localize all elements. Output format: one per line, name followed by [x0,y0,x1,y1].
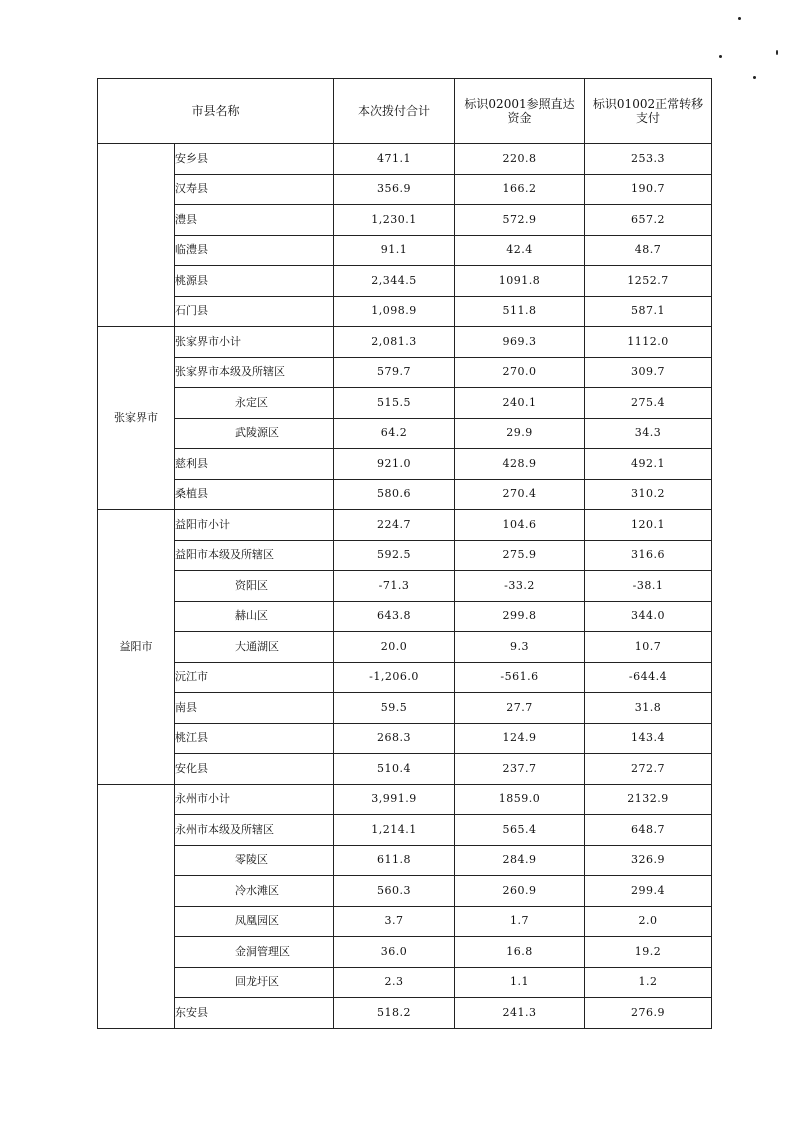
total-cell: 36.0 [334,937,455,968]
total-cell: 3,991.9 [334,784,455,815]
table-header-row [98,79,712,144]
transfer-payment-cell: 31.8 [585,693,712,724]
region-name-cell: 石门县 [175,296,334,327]
direct-funds-cell: 565.4 [455,815,585,846]
table-row [98,479,712,510]
table-row [98,754,712,785]
table-row [98,205,712,236]
transfer-payment-cell: 272.7 [585,754,712,785]
total-cell: 592.5 [334,540,455,571]
total-cell: 579.7 [334,357,455,388]
direct-funds-cell: 1859.0 [455,784,585,815]
table-row [98,449,712,480]
header-direct-funds: 标识02001参照直达资金 [455,79,585,144]
total-cell: 510.4 [334,754,455,785]
region-name-cell: 永州市小计 [175,784,334,815]
region-name-cell: 益阳市本级及所辖区 [175,540,334,571]
transfer-payment-cell: 275.4 [585,388,712,419]
direct-funds-cell: -33.2 [455,571,585,602]
total-cell: 268.3 [334,723,455,754]
transfer-payment-cell: 143.4 [585,723,712,754]
city-cell [98,784,175,1028]
direct-funds-cell: 16.8 [455,937,585,968]
direct-funds-cell: 969.3 [455,327,585,358]
table-row [98,967,712,998]
region-name-cell: 慈利县 [175,449,334,480]
direct-funds-cell: 220.8 [455,144,585,175]
region-name-cell: 桑植县 [175,479,334,510]
transfer-payment-cell: 276.9 [585,998,712,1029]
region-name-cell: 冷水滩区 [175,876,334,907]
region-name-cell: 赫山区 [175,601,334,632]
header-total: 本次拨付合计 [334,79,455,144]
region-name-cell: 回龙圩区 [175,967,334,998]
header-region: 市县名称 [98,79,334,144]
scan-speck [738,17,741,20]
total-cell: 91.1 [334,235,455,266]
total-cell: 59.5 [334,693,455,724]
table-row [98,723,712,754]
fund-allocation-table [97,78,712,1029]
total-cell: 471.1 [334,144,455,175]
region-name-cell: 桃源县 [175,266,334,297]
region-name-cell: 大通湖区 [175,632,334,663]
region-name-cell: 凤凰园区 [175,906,334,937]
direct-funds-cell: 275.9 [455,540,585,571]
direct-funds-cell: 42.4 [455,235,585,266]
total-cell: 560.3 [334,876,455,907]
direct-funds-cell: 270.0 [455,357,585,388]
transfer-payment-cell: 316.6 [585,540,712,571]
direct-funds-cell: 124.9 [455,723,585,754]
region-name-cell: 南县 [175,693,334,724]
direct-funds-cell: 1.7 [455,906,585,937]
region-name-cell: 张家界市小计 [175,327,334,358]
transfer-payment-cell: 1252.7 [585,266,712,297]
transfer-payment-cell: 120.1 [585,510,712,541]
table-row [98,601,712,632]
table-row [98,510,712,541]
region-name-cell: 永州市本级及所辖区 [175,815,334,846]
transfer-payment-cell: 2.0 [585,906,712,937]
table-row [98,266,712,297]
transfer-payment-cell: 190.7 [585,174,712,205]
direct-funds-cell: 284.9 [455,845,585,876]
total-cell: -71.3 [334,571,455,602]
region-name-cell: 零陵区 [175,845,334,876]
region-name-cell: 汉寿县 [175,174,334,205]
region-name-cell: 张家界市本级及所辖区 [175,357,334,388]
table-row [98,144,712,175]
region-name-cell: 益阳市小计 [175,510,334,541]
transfer-payment-cell: 657.2 [585,205,712,236]
table-row [98,876,712,907]
direct-funds-cell: 299.8 [455,601,585,632]
direct-funds-cell: 1091.8 [455,266,585,297]
direct-funds-cell: 240.1 [455,388,585,419]
total-cell: 20.0 [334,632,455,663]
total-cell: 1,230.1 [334,205,455,236]
transfer-payment-cell: 10.7 [585,632,712,663]
scan-speck [753,76,756,79]
table-row [98,937,712,968]
transfer-payment-cell: 1112.0 [585,327,712,358]
total-cell: 2.3 [334,967,455,998]
total-cell: 643.8 [334,601,455,632]
transfer-payment-cell: -38.1 [585,571,712,602]
total-cell: 515.5 [334,388,455,419]
total-cell: 611.8 [334,845,455,876]
direct-funds-cell: 428.9 [455,449,585,480]
total-cell: 1,214.1 [334,815,455,846]
direct-funds-cell: 572.9 [455,205,585,236]
region-name-cell: 永定区 [175,388,334,419]
city-cell: 张家界市 [98,327,175,510]
transfer-payment-cell: 253.3 [585,144,712,175]
total-cell: 2,081.3 [334,327,455,358]
transfer-payment-cell: 309.7 [585,357,712,388]
table-row [98,906,712,937]
table-row [98,296,712,327]
direct-funds-cell: 29.9 [455,418,585,449]
region-name-cell: 武陵源区 [175,418,334,449]
transfer-payment-cell: 1.2 [585,967,712,998]
table-row [98,235,712,266]
transfer-payment-cell: 2132.9 [585,784,712,815]
transfer-payment-cell: 344.0 [585,601,712,632]
table-row [98,662,712,693]
direct-funds-cell: 166.2 [455,174,585,205]
table-row [98,845,712,876]
table-row [98,632,712,663]
header-transfer-payment: 标识01002正常转移支付 [585,79,712,144]
total-cell: 64.2 [334,418,455,449]
table-row [98,174,712,205]
direct-funds-cell: 9.3 [455,632,585,663]
transfer-payment-cell: 310.2 [585,479,712,510]
table-row [98,388,712,419]
total-cell: 921.0 [334,449,455,480]
transfer-payment-cell: 19.2 [585,937,712,968]
table-row [98,357,712,388]
total-cell: 1,098.9 [334,296,455,327]
direct-funds-cell: 241.3 [455,998,585,1029]
direct-funds-cell: 104.6 [455,510,585,541]
transfer-payment-cell: -644.4 [585,662,712,693]
table-body [98,144,712,1029]
table-row [98,327,712,358]
transfer-payment-cell: 492.1 [585,449,712,480]
region-name-cell: 澧县 [175,205,334,236]
scan-speck [719,55,722,58]
region-name-cell: 沅江市 [175,662,334,693]
total-cell: 3.7 [334,906,455,937]
table-row [98,540,712,571]
table-row [98,571,712,602]
direct-funds-cell: 237.7 [455,754,585,785]
region-name-cell: 东安县 [175,998,334,1029]
region-name-cell: 安化县 [175,754,334,785]
total-cell: -1,206.0 [334,662,455,693]
direct-funds-cell: 511.8 [455,296,585,327]
table-row [98,784,712,815]
total-cell: 224.7 [334,510,455,541]
region-name-cell: 安乡县 [175,144,334,175]
city-cell [98,144,175,327]
table-row [98,815,712,846]
region-name-cell: 桃江县 [175,723,334,754]
region-name-cell: 临澧县 [175,235,334,266]
direct-funds-cell: 1.1 [455,967,585,998]
table-row [98,418,712,449]
total-cell: 518.2 [334,998,455,1029]
total-cell: 2,344.5 [334,266,455,297]
region-name-cell: 金洞管理区 [175,937,334,968]
direct-funds-cell: 27.7 [455,693,585,724]
direct-funds-cell: 260.9 [455,876,585,907]
region-name-cell: 资阳区 [175,571,334,602]
transfer-payment-cell: 587.1 [585,296,712,327]
direct-funds-cell: -561.6 [455,662,585,693]
table-row [98,693,712,724]
transfer-payment-cell: 34.3 [585,418,712,449]
transfer-payment-cell: 299.4 [585,876,712,907]
city-cell: 益阳市 [98,510,175,785]
total-cell: 580.6 [334,479,455,510]
transfer-payment-cell: 326.9 [585,845,712,876]
transfer-payment-cell: 648.7 [585,815,712,846]
transfer-payment-cell: 48.7 [585,235,712,266]
direct-funds-cell: 270.4 [455,479,585,510]
table-row [98,998,712,1029]
total-cell: 356.9 [334,174,455,205]
scan-speck [776,50,778,55]
